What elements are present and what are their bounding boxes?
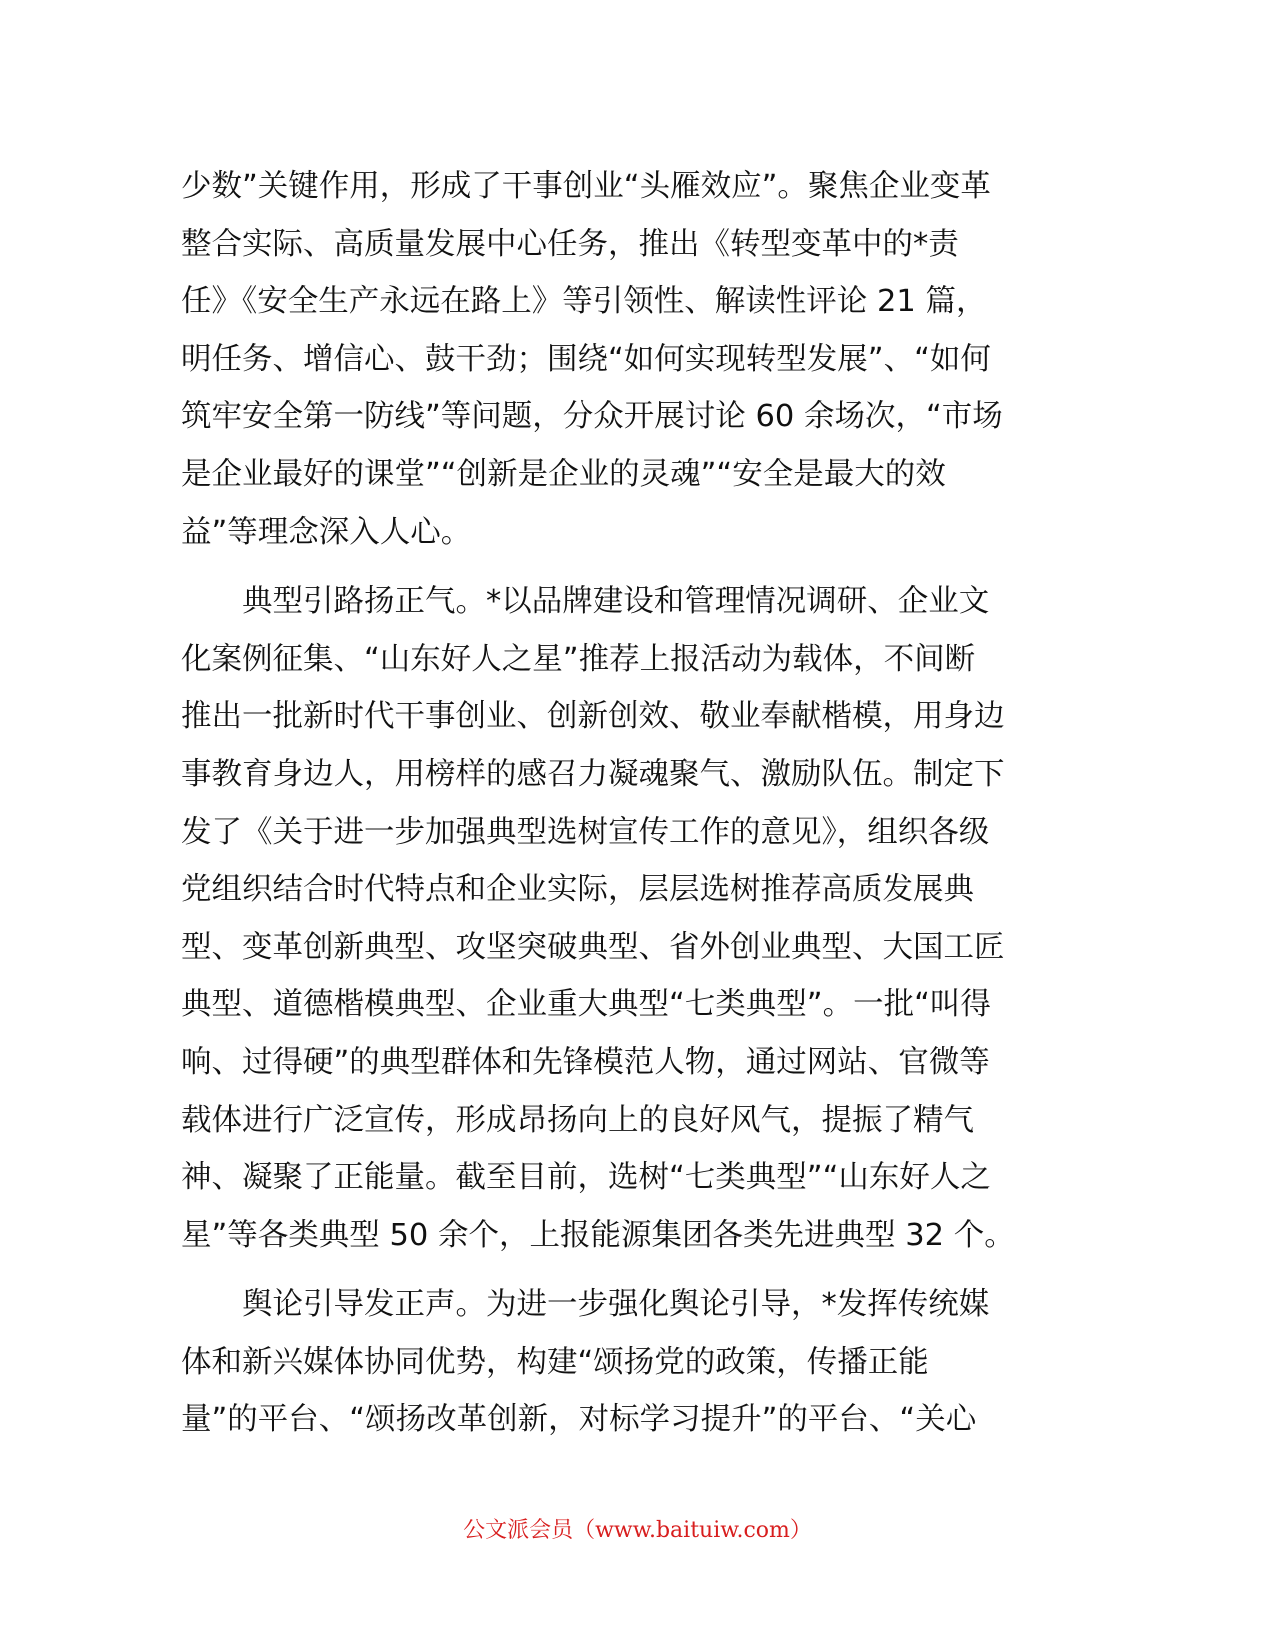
paragraph-3 [181, 1276, 1041, 1449]
text-line: 体和新兴媒体协同优势，构建“颂扬党的政策，传播正能 [181, 1344, 929, 1380]
text-line: 任》《安全生产永远在路上》等引领性、解读性评论 21 篇， [181, 284, 987, 320]
text-line: 量”的平台、“颂扬改革创新，对标学习提升”的平台、“关心 [181, 1402, 977, 1438]
text-line: 神、凝聚了正能量。截至目前，选树“七类典型”“山东好人之 [181, 1160, 991, 1196]
document-body [181, 158, 1041, 1449]
text-line: 推出一批新时代干事创业、创新创效、敬业奉献楷模，用身边 [181, 699, 1005, 735]
paragraph-gap [181, 561, 1041, 573]
text-line: 载体进行广泛宣传，形成昂扬向上的良好风气，提振了精气 [181, 1102, 974, 1138]
text-line: 筑牢安全第一防线”等问题，分众开展讨论 60 余场次，“市场 [181, 399, 1003, 435]
text-line: 少数”关键作用，形成了干事创业“头雁效应”。聚焦企业变革 [181, 169, 991, 204]
text-line: 党组织结合时代特点和企业实际，层层选树推荐高质发展典 [181, 872, 974, 908]
text-line: 舆论引导发正声。为进一步强化舆论引导，*发挥传统媒 [181, 1287, 990, 1323]
text-line: 典型引路扬正气。*以品牌建设和管理情况调研、企业文 [181, 584, 990, 620]
text-line: 益”等理念深入人心。 [181, 514, 472, 550]
paragraph-gap [181, 1264, 1041, 1276]
text-line: 整合实际、高质量发展中心任务，推出《转型变革中的*责 [181, 226, 959, 262]
text-line: 发了《关于进一步加强典型选树宣传工作的意见》，组织各级 [181, 814, 990, 850]
text-line: 型、变革创新典型、攻坚突破典型、省外创业典型、大国工匠 [181, 929, 1005, 965]
footer-watermark: 公文派会员（www.baituiw.com） [463, 1518, 812, 1543]
paragraph-1 [181, 158, 1041, 561]
text-line: 明任务、增信心、鼓干劲；围绕“如何实现转型发展”、“如何 [181, 341, 991, 377]
paragraph-2 [181, 573, 1041, 1264]
text-line: 星”等各类典型 50 余个，上报能源集团各类先进典型 32 个。 [181, 1217, 1015, 1253]
text-line: 事教育身边人，用榜样的感召力凝魂聚气、激励队伍。制定下 [181, 756, 1005, 792]
text-line: 是企业最好的课堂”“创新是企业的灵魂”“安全是最大的效 [181, 456, 946, 492]
text-line: 典型、道德楷模典型、企业重大典型“七类典型”。一批“叫得 [181, 987, 991, 1023]
text-line: 响、过得硬”的典型群体和先锋模范人物，通过网站、官微等 [181, 1044, 990, 1080]
text-line: 化案例征集、“山东好人之星”推荐上报活动为载体，不间断 [181, 641, 976, 677]
